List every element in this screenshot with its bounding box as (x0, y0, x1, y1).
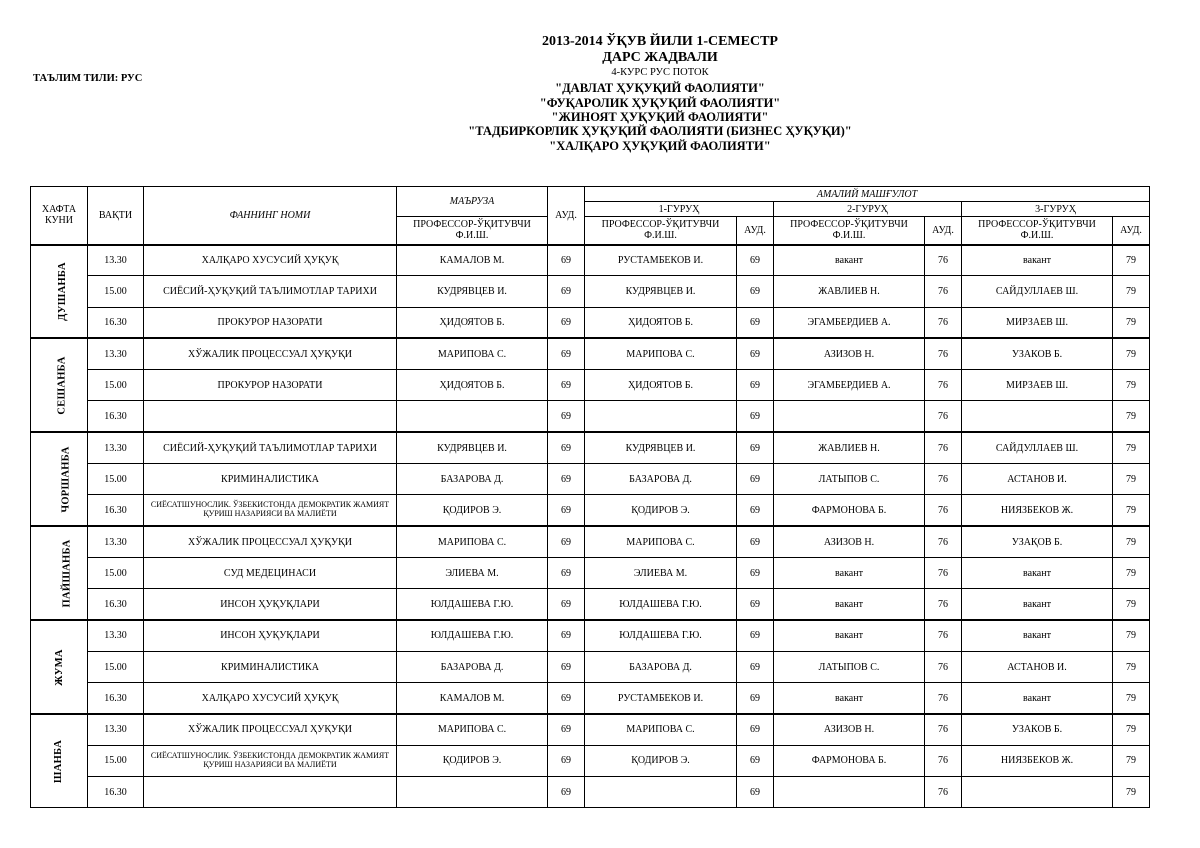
table-row (31, 620, 1150, 651)
lecture-room-cell: 69 (548, 338, 585, 369)
program-line: "ЖИНОЯТ ҲУҚУҚИЙ ФАОЛИЯТИ" (551, 110, 769, 124)
time-cell: 13.30 (88, 432, 144, 463)
group3-teacher-cell (962, 401, 1113, 432)
lecture-room-cell: 69 (548, 745, 585, 776)
lecturer-cell: МАРИПОВА С. (397, 338, 548, 369)
lecture-room-cell: 69 (548, 526, 585, 557)
group1-teacher-cell: ЮЛДАШЕВА Г.Ю. (585, 620, 737, 651)
subject-cell: ПРОКУРОР НАЗОРАТИ (144, 307, 397, 338)
group1-teacher-cell: РУСТАМБЕКОВ И. (585, 683, 737, 714)
time-cell: 16.30 (88, 495, 144, 526)
group2-teacher-cell: АЗИЗОВ Н. (774, 714, 925, 745)
day-name: СЕШАНБА (56, 356, 68, 415)
lecturer-cell: КУДРЯВЦЕВ И. (397, 432, 548, 463)
table-row (31, 777, 1150, 808)
group2-room-cell: 76 (925, 589, 962, 620)
group3-room-cell: 79 (1113, 557, 1150, 588)
group1-teacher-cell: МАРИПОВА С. (585, 714, 737, 745)
group1-room-cell: 69 (737, 338, 774, 369)
day-name: ДУШАНБА (56, 262, 68, 321)
table-row (31, 745, 1150, 776)
group1-room-cell: 69 (737, 464, 774, 495)
subject-cell: КРИМИНАЛИСТИКА (144, 464, 397, 495)
lecture-room-cell: 69 (548, 464, 585, 495)
subject-cell: ИНСОН ҲУҚУҚЛАРИ (144, 589, 397, 620)
title-schedule: ДАРС ЖАДВАЛИ (602, 50, 718, 66)
group2-room-cell: 76 (925, 683, 962, 714)
group3-room-cell: 79 (1113, 464, 1150, 495)
group3-room-cell: 79 (1113, 276, 1150, 307)
time-cell: 15.00 (88, 370, 144, 401)
group2-room-cell: 76 (925, 651, 962, 682)
day-name: ЖУМА (53, 648, 65, 686)
group3-teacher-cell: вакант (962, 620, 1113, 651)
group3-teacher-cell: САЙДУЛЛАЕВ Ш. (962, 432, 1113, 463)
group2-teacher-cell: вакант (774, 620, 925, 651)
day-name: ПАЙШАНБА (61, 539, 73, 608)
group1-teacher-cell (585, 777, 737, 808)
lecture-room-cell: 69 (548, 651, 585, 682)
group1-room-cell: 69 (737, 307, 774, 338)
subject-cell: СИЁСАТШУНОСЛИК. ЎЗБЕКИСТОНДА ДЕМОКРАТИК ЖАМИЯТ ҚУРИШ НАЗАРИЯСИ ВА МАЛИЁТИ (144, 495, 397, 526)
group2-room-cell: 76 (925, 338, 962, 369)
lecture-room-cell: 69 (548, 495, 585, 526)
table-row (31, 432, 1150, 463)
time-cell: 13.30 (88, 620, 144, 651)
time-cell: 16.30 (88, 401, 144, 432)
lecturer-cell: ҲИДОЯТОВ Б. (397, 307, 548, 338)
subject-cell: ПРОКУРОР НАЗОРАТИ (144, 370, 397, 401)
group1-room-cell: 69 (737, 401, 774, 432)
header-group-1: 1-ГУРУҲ (585, 202, 774, 217)
time-cell: 16.30 (88, 683, 144, 714)
header-g1-room: АУД. (737, 217, 774, 245)
group1-room-cell: 69 (737, 620, 774, 651)
lecturer-cell (397, 777, 548, 808)
group2-teacher-cell: ЭГАМБЕРДИЕВ А. (774, 370, 925, 401)
time-cell: 13.30 (88, 526, 144, 557)
group1-teacher-cell: КУДРЯВЦЕВ И. (585, 432, 737, 463)
group1-room-cell: 69 (737, 432, 774, 463)
group3-room-cell: 79 (1113, 589, 1150, 620)
day-cell (31, 620, 88, 714)
group3-room-cell: 79 (1113, 620, 1150, 651)
group3-room-cell: 79 (1113, 370, 1150, 401)
group2-room-cell: 76 (925, 245, 962, 276)
course-label: 4-КУРС РУС ПОТОК (611, 67, 709, 79)
group3-teacher-cell: вакант (962, 589, 1113, 620)
day-cell (31, 714, 88, 808)
header-lecture-room: АУД. (548, 187, 585, 245)
group1-room-cell: 69 (737, 276, 774, 307)
day-cell (31, 526, 88, 620)
group1-room-cell: 69 (737, 683, 774, 714)
lecture-room-cell: 69 (548, 557, 585, 588)
group3-room-cell: 79 (1113, 714, 1150, 745)
group2-room-cell: 76 (925, 714, 962, 745)
table-row (31, 370, 1150, 401)
subject-cell: ХЎЖАЛИК ПРОЦЕССУАЛ ҲУҚУҚИ (144, 526, 397, 557)
lecturer-cell: ҲИДОЯТОВ Б. (397, 370, 548, 401)
time-cell: 16.30 (88, 777, 144, 808)
table-row (31, 338, 1150, 369)
group2-teacher-cell: вакант (774, 245, 925, 276)
lecture-room-cell: 69 (548, 401, 585, 432)
group1-room-cell: 69 (737, 651, 774, 682)
subject-cell (144, 401, 397, 432)
lecture-room-cell: 69 (548, 589, 585, 620)
group3-room-cell: 79 (1113, 245, 1150, 276)
group1-teacher-cell: РУСТАМБЕКОВ И. (585, 245, 737, 276)
time-cell: 16.30 (88, 307, 144, 338)
group3-room-cell: 79 (1113, 307, 1150, 338)
table-row (31, 307, 1150, 338)
document-header (430, 34, 890, 153)
group1-room-cell: 69 (737, 245, 774, 276)
group1-teacher-cell: МАРИПОВА С. (585, 526, 737, 557)
group1-teacher-cell: МАРИПОВА С. (585, 338, 737, 369)
lecturer-cell: КАМАЛОВ М. (397, 245, 548, 276)
lecture-room-cell: 69 (548, 777, 585, 808)
day-cell (31, 245, 88, 339)
group3-teacher-cell: вакант (962, 683, 1113, 714)
lecturer-cell: ЮЛДАШЕВА Г.Ю. (397, 620, 548, 651)
table-row (31, 683, 1150, 714)
table-row (31, 464, 1150, 495)
group2-teacher-cell: ФАРМОНОВА Б. (774, 745, 925, 776)
group1-room-cell: 69 (737, 526, 774, 557)
lecture-room-cell: 69 (548, 432, 585, 463)
header-practical: АМАЛИЙ МАШҒУЛОТ (585, 187, 1150, 202)
subject-cell: ХАЛҚАРО ХУСУСИЙ ҲУҚУҚ (144, 683, 397, 714)
table-row (31, 651, 1150, 682)
header-time: ВАҚТИ (88, 187, 144, 245)
program-line: "ХАЛҚАРО ҲУҚУҚИЙ ФАОЛИЯТИ" (549, 138, 771, 153)
lecture-room-cell: 69 (548, 620, 585, 651)
table-row (31, 714, 1150, 745)
group1-room-cell: 69 (737, 495, 774, 526)
header-g1-teacher: ПРОФЕССОР-ЎҚИТУВЧИ Ф.И.Ш. (585, 217, 737, 245)
group1-teacher-cell (585, 401, 737, 432)
table-row (31, 495, 1150, 526)
group3-teacher-cell: УЗАҚОВ Б. (962, 526, 1113, 557)
group3-teacher-cell: УЗАКОВ Б. (962, 714, 1113, 745)
subject-cell: ХЎЖАЛИК ПРОЦЕССУАЛ ҲУҚУҚИ (144, 714, 397, 745)
group2-teacher-cell: АЗИЗОВ Н. (774, 338, 925, 369)
time-cell: 16.30 (88, 589, 144, 620)
subject-cell (144, 777, 397, 808)
time-cell: 15.00 (88, 464, 144, 495)
schedule-body (31, 245, 1150, 808)
group2-room-cell: 76 (925, 401, 962, 432)
group2-teacher-cell: ЭГАМБЕРДИЕВ А. (774, 307, 925, 338)
table-row (31, 526, 1150, 557)
group3-teacher-cell: вакант (962, 245, 1113, 276)
group2-room-cell: 76 (925, 620, 962, 651)
table-row (31, 276, 1150, 307)
header-subject: ФАННИНГ НОМИ (144, 187, 397, 245)
group3-room-cell: 79 (1113, 401, 1150, 432)
group1-teacher-cell: ҚОДИРОВ Э. (585, 745, 737, 776)
day-name: ШАНБА (53, 739, 65, 783)
header-g2-room: АУД. (925, 217, 962, 245)
group2-teacher-cell: ФАРМОНОВА Б. (774, 495, 925, 526)
group2-teacher-cell: ЛАТЫПОВ С. (774, 464, 925, 495)
time-cell: 13.30 (88, 714, 144, 745)
lecturer-cell: ЭЛИЕВА М. (397, 557, 548, 588)
group1-room-cell: 69 (737, 714, 774, 745)
lecturer-cell: КАМАЛОВ М. (397, 683, 548, 714)
group1-teacher-cell: БАЗАРОВА Д. (585, 464, 737, 495)
group3-room-cell: 79 (1113, 683, 1150, 714)
lecturer-cell: ЮЛДАШЕВА Г.Ю. (397, 589, 548, 620)
group1-teacher-cell: ЮЛДАШЕВА Г.Ю. (585, 589, 737, 620)
group3-room-cell: 79 (1113, 495, 1150, 526)
group2-room-cell: 76 (925, 464, 962, 495)
group3-room-cell: 79 (1113, 777, 1150, 808)
group2-room-cell: 76 (925, 526, 962, 557)
group1-teacher-cell: ҲИДОЯТОВ Б. (585, 370, 737, 401)
group1-teacher-cell: ҚОДИРОВ Э. (585, 495, 737, 526)
table-row (31, 401, 1150, 432)
group3-teacher-cell: САЙДУЛЛАЕВ Ш. (962, 276, 1113, 307)
time-cell: 13.30 (88, 338, 144, 369)
day-cell (31, 338, 88, 432)
group2-room-cell: 76 (925, 495, 962, 526)
group2-teacher-cell (774, 401, 925, 432)
group2-teacher-cell: ЛАТЫПОВ С. (774, 651, 925, 682)
group2-teacher-cell: АЗИЗОВ Н. (774, 526, 925, 557)
title-semester: 2013-2014 ЎҚУВ ЙИЛИ 1-СЕМЕСТР (542, 34, 778, 49)
subject-cell: ХЎЖАЛИК ПРОЦЕССУАЛ ҲУҚУҚИ (144, 338, 397, 369)
group3-room-cell: 79 (1113, 651, 1150, 682)
time-cell: 15.00 (88, 651, 144, 682)
group1-teacher-cell: ҲИДОЯТОВ Б. (585, 307, 737, 338)
group3-room-cell: 79 (1113, 338, 1150, 369)
group1-teacher-cell: КУДРЯВЦЕВ И. (585, 276, 737, 307)
time-cell: 13.30 (88, 245, 144, 276)
lecture-room-cell: 69 (548, 370, 585, 401)
lecture-room-cell: 69 (548, 714, 585, 745)
group3-teacher-cell: НИЯЗБЕКОВ Ж. (962, 495, 1113, 526)
group3-room-cell: 79 (1113, 432, 1150, 463)
subject-cell: ИНСОН ҲУҚУҚЛАРИ (144, 620, 397, 651)
group3-teacher-cell: НИЯЗБЕКОВ Ж. (962, 745, 1113, 776)
group2-teacher-cell: ЖАВЛИЕВ Н. (774, 432, 925, 463)
time-cell: 15.00 (88, 276, 144, 307)
header-lecturer: ПРОФЕССОР-ЎҚИТУВЧИ Ф.И.Ш. (397, 217, 548, 245)
group3-teacher-cell: АСТАНОВ И. (962, 464, 1113, 495)
lecturer-cell: МАРИПОВА С. (397, 714, 548, 745)
lecturer-cell: МАРИПОВА С. (397, 526, 548, 557)
lecturer-cell: ҚОДИРОВ Э. (397, 745, 548, 776)
time-cell: 15.00 (88, 557, 144, 588)
table-row (31, 557, 1150, 588)
header-g2-teacher: ПРОФЕССОР-ЎҚИТУВЧИ Ф.И.Ш. (774, 217, 925, 245)
group2-teacher-cell: ЖАВЛИЕВ Н. (774, 276, 925, 307)
lecture-room-cell: 69 (548, 307, 585, 338)
group3-teacher-cell: АСТАНОВ И. (962, 651, 1113, 682)
group2-room-cell: 76 (925, 557, 962, 588)
subject-cell: ХАЛҚАРО ХУСУСИЙ ҲУҚУҚ (144, 245, 397, 276)
group3-teacher-cell: вакант (962, 557, 1113, 588)
group1-room-cell: 69 (737, 557, 774, 588)
program-line: "ДАВЛАТ ҲУҚУҚИЙ ФАОЛИЯТИ" (555, 81, 765, 96)
lecture-room-cell: 69 (548, 683, 585, 714)
group2-room-cell: 76 (925, 370, 962, 401)
group3-room-cell: 79 (1113, 745, 1150, 776)
group2-room-cell: 76 (925, 432, 962, 463)
group1-room-cell: 69 (737, 777, 774, 808)
group3-teacher-cell: МИРЗАЕВ Ш. (962, 307, 1113, 338)
lecturer-cell: ҚОДИРОВ Э. (397, 495, 548, 526)
header-g3-room: АУД. (1113, 217, 1150, 245)
group2-teacher-cell: вакант (774, 683, 925, 714)
group3-teacher-cell: УЗАКОВ Б. (962, 338, 1113, 369)
language-label: ТАЪЛИМ ТИЛИ: РУС (33, 73, 143, 84)
group2-teacher-cell: вакант (774, 589, 925, 620)
group2-room-cell: 76 (925, 777, 962, 808)
table-row (31, 245, 1150, 276)
subject-cell: СУД МЕДЕЦИНАСИ (144, 557, 397, 588)
group3-teacher-cell (962, 777, 1113, 808)
subject-cell: СИЁСАТШУНОСЛИК. ЎЗБЕКИСТОНДА ДЕМОКРАТИК ЖАМИЯТ ҚУРИШ НАЗАРИЯСИ ВА МАЛИЁТИ (144, 745, 397, 776)
time-cell: 15.00 (88, 745, 144, 776)
group3-room-cell: 79 (1113, 526, 1150, 557)
group1-room-cell: 69 (737, 589, 774, 620)
group2-room-cell: 76 (925, 307, 962, 338)
group2-room-cell: 76 (925, 276, 962, 307)
program-line: "ТАДБИРКОРЛИК ҲУҚУҚИЙ ФАОЛИЯТИ (БИЗНЕС ҲУҚУҚИ)" (468, 124, 852, 139)
lecturer-cell: БАЗАРОВА Д. (397, 464, 548, 495)
lecturer-cell: БАЗАРОВА Д. (397, 651, 548, 682)
table-row (31, 589, 1150, 620)
subject-cell: СИЁСИЙ-ҲУҚУҚИЙ ТАЪЛИМОТЛАР ТАРИХИ (144, 432, 397, 463)
group2-teacher-cell: вакант (774, 557, 925, 588)
group2-room-cell: 76 (925, 745, 962, 776)
lecture-room-cell: 69 (548, 245, 585, 276)
schedule-table (30, 186, 1150, 808)
group1-room-cell: 69 (737, 745, 774, 776)
group1-teacher-cell: ЭЛИЕВА М. (585, 557, 737, 588)
header-day: ХАФТА КУНИ (31, 187, 88, 245)
group1-room-cell: 69 (737, 370, 774, 401)
subject-cell: КРИМИНАЛИСТИКА (144, 651, 397, 682)
lecture-room-cell: 69 (548, 276, 585, 307)
group1-teacher-cell: БАЗАРОВА Д. (585, 651, 737, 682)
group2-teacher-cell (774, 777, 925, 808)
group3-teacher-cell: МИРЗАЕВ Ш. (962, 370, 1113, 401)
day-cell (31, 432, 88, 526)
header-group-2: 2-ГУРУҲ (774, 202, 962, 217)
header-group-3: 3-ГУРУҲ (962, 202, 1150, 217)
day-name: ЧОРШАНБА (60, 446, 72, 513)
program-line: "ФУҚАРОЛИК ҲУҚУҚИЙ ФАОЛИЯТИ" (539, 95, 781, 110)
lecturer-cell (397, 401, 548, 432)
header-lecture: МАЪРУЗА (397, 187, 548, 217)
subject-cell: СИЁСИЙ-ҲУҚУҚИЙ ТАЪЛИМОТЛАР ТАРИХИ (144, 276, 397, 307)
lecturer-cell: КУДРЯВЦЕВ И. (397, 276, 548, 307)
header-g3-teacher: ПРОФЕССОР-ЎҚИТУВЧИ Ф.И.Ш. (962, 217, 1113, 245)
